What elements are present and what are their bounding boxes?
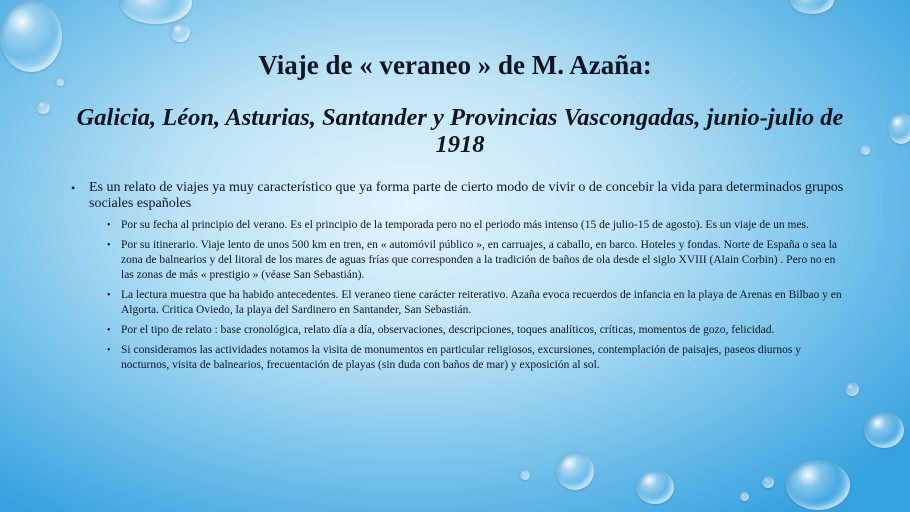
water-drop-decoration xyxy=(170,22,190,42)
sub-bullet-point xyxy=(103,288,846,318)
sub-bullet-list xyxy=(89,218,846,373)
sub-bullet-point xyxy=(103,218,846,233)
sub-bullet-text: Por su fecha al principio del verano. Es el principio de la temporada pero no el periodo más intenso (15 de julio-15 de agosto). Es un viaje de un mes. xyxy=(121,219,809,231)
sub-bullet-text: Por el tipo de relato : base cronológica, relato día a día, observaciones, descripciones, toques analíticos, críticas, momentos de gozo, felicidad. xyxy=(121,324,775,336)
bullet-icon: • xyxy=(71,181,76,195)
water-drop-decoration xyxy=(556,452,594,490)
bullet-icon: • xyxy=(107,220,111,231)
main-bullet-text: Es un relato de viajes ya muy característico que ya forma parte de cierto modo de vivir o de concebir la vida para determinados grupos sociales españoles xyxy=(89,180,844,211)
water-drop-decoration xyxy=(120,0,192,24)
sub-bullet-text: Si consideramos las actividades notamos la visita de monumentos en particular religiosos, excursiones, contemplación de paisajes, paseos diurnos y nocturnos, visita de balnearios, frecuentación de playas (sin duda con baños de mar) y exposición al sol. xyxy=(121,344,801,371)
water-drop-decoration xyxy=(36,100,50,114)
water-drop-decoration xyxy=(636,470,674,504)
slide-subtitle: Galicia, Léon, Asturias, Santander y Provincias Vascongadas, junio-julio de 1918 xyxy=(76,104,844,158)
water-drop-decoration xyxy=(786,460,850,510)
main-bullet-point xyxy=(71,180,846,373)
sub-bullet-point xyxy=(103,343,846,373)
water-drop-decoration xyxy=(762,476,774,488)
sub-bullet-text: La lectura muestra que ha habido antecedentes. El veraneo tiene carácter reiterativo. Azaña evoca recuerdos de infancia en la playa de Arenas en Bilbao y en Algorta. Critica Oviedo, la playa del Sardinero en Santander, San Sebastián. xyxy=(121,289,842,316)
bullet-icon: • xyxy=(107,240,111,251)
sub-bullet-text: Por su itinerario. Viaje lento de unos 500 km en tren, en « automóvil público », en carruajes, a caballo, en barco. Hoteles y fondas. Norte de España o sea la zona de balnearios y del litoral de los mares de aguas frías que corresponden a la tradición de baños de ola desde el siglo XVIII (Alain Corbin) . Pero no en las zonas de más « prestigio » (véase San Sebastián). xyxy=(121,239,838,281)
bullet-icon: • xyxy=(107,345,111,356)
water-drop-decoration xyxy=(740,492,749,501)
bullet-list xyxy=(71,180,846,378)
sub-bullet-point xyxy=(103,238,846,283)
slide-title: Viaje de « veraneo » de M. Azaña: xyxy=(258,50,652,80)
water-drop-decoration xyxy=(790,0,834,14)
bullet-icon: • xyxy=(107,325,111,336)
sub-bullet-point xyxy=(103,323,846,338)
water-drop-decoration xyxy=(860,145,870,155)
water-drop-decoration xyxy=(845,382,859,396)
water-drop-decoration xyxy=(864,412,904,448)
water-drop-decoration xyxy=(888,112,910,144)
bullet-icon: • xyxy=(107,290,111,301)
water-drop-decoration xyxy=(520,470,530,480)
